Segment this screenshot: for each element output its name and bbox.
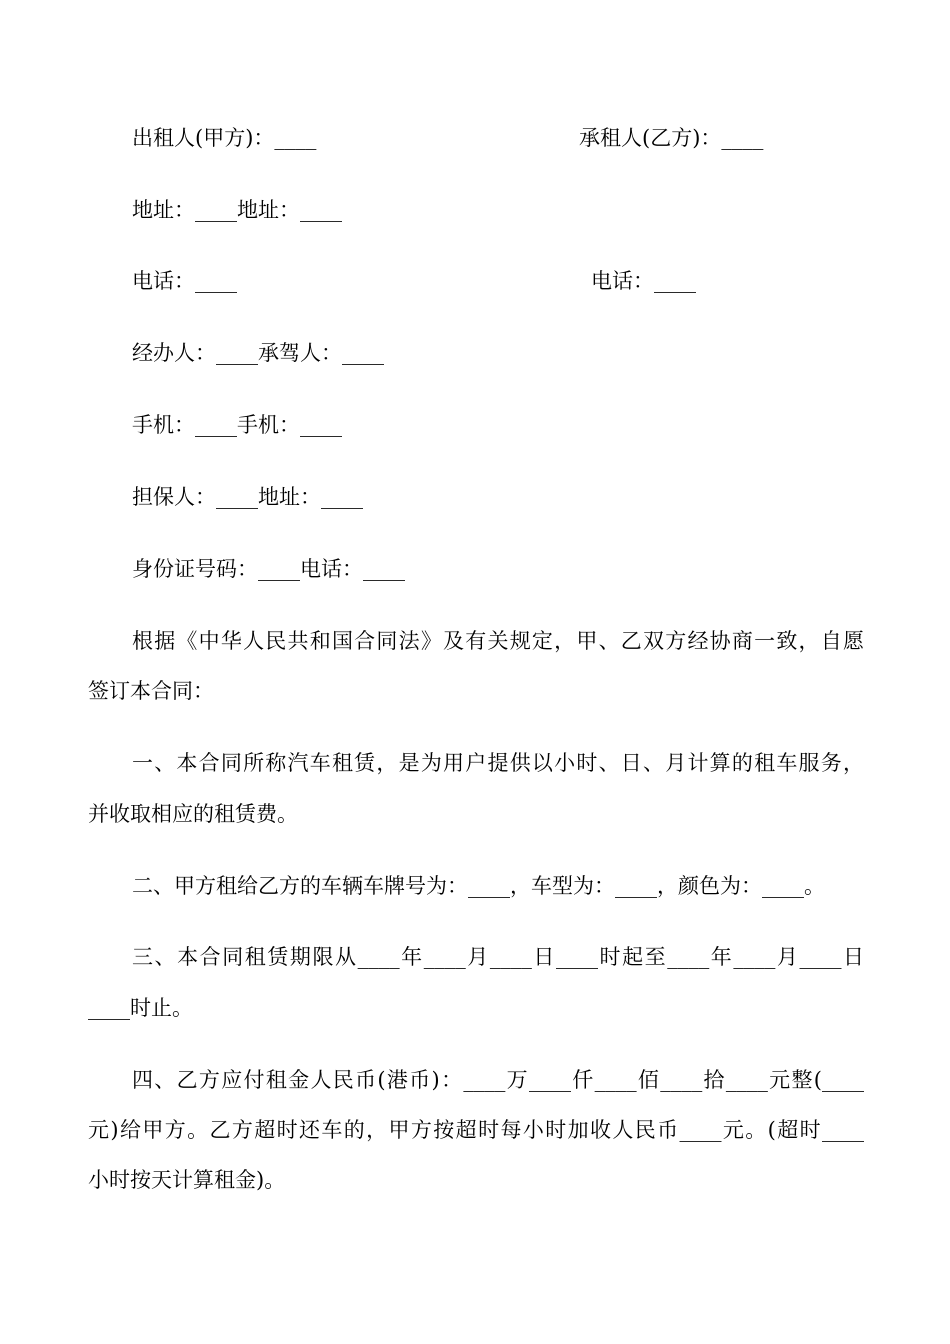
phone-field-right: 电话：____ (591, 269, 696, 293)
address-field: 地址：____地址：____ (132, 198, 342, 222)
clause-4-line-3: 小时按天计算租金)。 (88, 1168, 286, 1192)
clause-1-line-2: 并收取相应的租赁费。 (88, 802, 298, 826)
guarantor-field: 担保人：____地址：____ (132, 485, 363, 509)
mobile-field: 手机：____手机：____ (132, 413, 342, 437)
preamble-line-2: 签订本合同： (88, 679, 214, 703)
clause-4-line-2: 元)给甲方。乙方超时还车的，甲方按超时每小时加收人民币____元。(超时____ (88, 1118, 864, 1142)
lessee-field: 承租人(乙方)：____ (579, 126, 764, 150)
clause-1-line-1: 一、本合同所称汽车租赁，是为用户提供以小时、日、月计算的租车服务， (132, 751, 864, 775)
lessor-field: 出租人(甲方)：____ (132, 126, 317, 150)
handler-field: 经办人：____承驾人：____ (132, 341, 384, 365)
clause-3-line-1: 三、本合同租赁期限从____年____月____日____时起至____年____月____日 (132, 945, 864, 969)
phone-field-left: 电话：____ (132, 269, 237, 293)
clause-3-line-2: ____时止。 (88, 996, 193, 1020)
id-number-field: 身份证号码：____电话：____ (132, 557, 405, 581)
clause-4-line-1: 四、乙方应付租金人民币(港币)：____万____仟____佰____拾____元整(____ (132, 1068, 864, 1092)
preamble-line-1: 根据《中华人民共和国合同法》及有关规定，甲、乙双方经协商一致，自愿 (132, 629, 864, 653)
clause-2-line-1: 二、甲方租给乙方的车辆车牌号为：____，车型为：____，颜色为：____。 (132, 874, 825, 898)
